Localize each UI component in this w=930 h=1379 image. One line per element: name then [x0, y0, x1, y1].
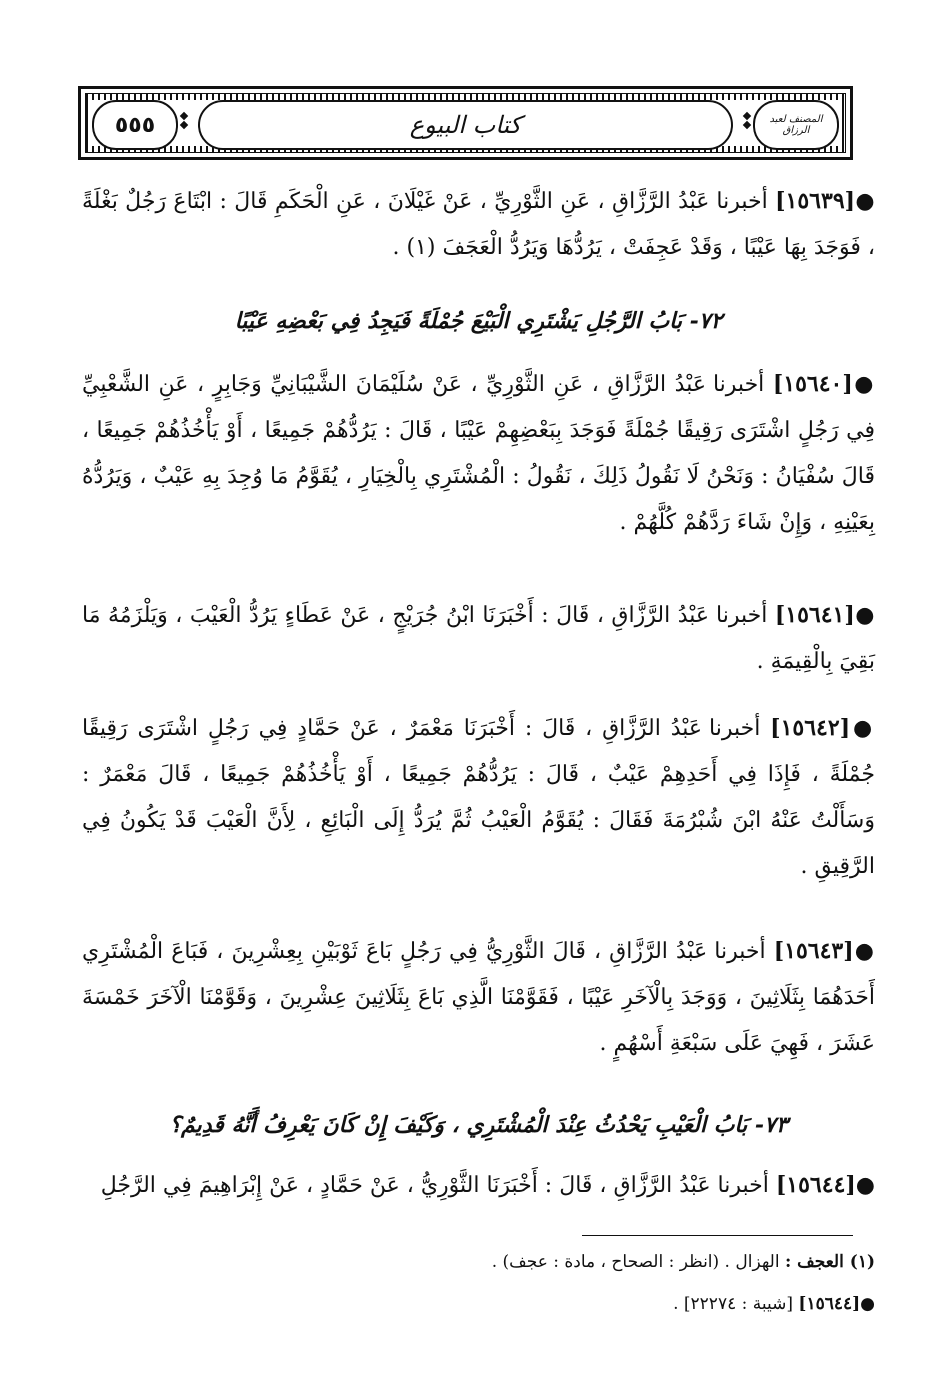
ornament-icon [179, 110, 189, 136]
footnote-text: [شيبة : ٢٢٢٧٤] . [673, 1294, 793, 1314]
chapter-heading: ٧٣- بَابُ الْعَيْبِ يَحْدُثُ عِنْدَ الْمُشْتَرِي ، وَكَيْفَ إِنْ كَانَ يَعْرِفُ أَنَّهُ قَدِيمٌ؟ [169, 1112, 788, 1138]
footnote-label: ●[١٥٦٤٤] [798, 1294, 875, 1314]
hadith-paragraph [82, 1162, 875, 1209]
chapter-heading: ٧٢- بَابُ الرَّجُلِ يَشْتَرِي الْبَيْعَ جُمْلَةً فَيَجِدُ فِي بَعْضِهِ عَيْبًا [234, 308, 723, 334]
page-number-cartouche [92, 100, 178, 150]
hadith-number: ●[١٥٦٤٣] [773, 938, 875, 964]
hadith-text: أخبرنا عَبْدُ الرَّزَّاقِ ، قَالَ الثَّوْرِيُّ فِي رَجُلٍ بَاعَ ثَوْبَيْنِ بِعِشْرِينَ ، فَبَاعَ الْمُشْتَرِي أَحَدَهُمَا بِثَلَاثِينَ ، وَوَجَدَ بِالْآخَرِ عَيْبًا ، فَقَوَّمْنَا الَّذِي بَاعَ بِثَلَاثِينَ عِشْرِينَ ، وَقَوَّمْنَا الْآخَرَ خَمْسَةَ عَشَرَ ، فَهِيَ عَلَى سَبْعَةِ أَسْهُمٍ . [82, 939, 875, 1056]
hadith-text: أخبرنا عَبْدُ الرَّزَّاقِ ، قَالَ : أَخْبَرَنَا ابْنُ جُرَيْجٍ ، عَنْ عَطَاءٍ يَرُدُّ الْعَيْبَ ، وَيَلْزَمُهُ مَا بَقِيَ بِالْقِيمَةِ . [82, 603, 875, 674]
book-title: كتاب البيوع [409, 111, 522, 139]
hadith-number: ●[١٥٦٤٤] [775, 1172, 875, 1198]
hadith-paragraph [82, 592, 875, 685]
hadith-text: أخبرنا عَبْدُ الرَّزَّاقِ ، قَالَ : أَخْبَرَنَا الثَّوْرِيُّ ، عَنْ حَمَّادٍ ، عَنْ إِبْرَاهِيمَ فِي الرَّجُلِ [100, 1173, 769, 1198]
hadith-text: أخبرنا عَبْدُ الرَّزَّاقِ ، عَنِ الثَّوْرِيِّ ، عَنْ غَيْلَانَ ، عَنِ الْحَكَمِ قَالَ : ابْتَاعَ رَجُلٌ بَغْلَةً ، فَوَجَدَ بِهَا عَيْبًا ، وَقَدْ عَجِفَتْ ، يَرُدُّهَا وَيَرُدُّ الْعَجَفَ (١) . [82, 189, 875, 260]
hadith-text: أخبرنا عَبْدُ الرَّزَّاقِ ، عَنِ الثَّوْرِيِّ ، عَنْ سُلَيْمَانَ الشَّيْبَانِيِّ وَجَابِرٍ ، عَنِ الشَّعْبِيِّ فِي رَجُلٍ اشْتَرَى رَقِيقًا جُمْلَةً فَوَجَدَ بِبَعْضِهِمْ عَيْبًا ، قَالَ : يَرُدُّهُمْ جَمِيعًا ، أَوْ يَأْخُذُهُمْ جَمِيعًا ، قَالَ سُفْيَانُ : وَنَحْنُ لَا نَقُولُ ذَلِكَ ، نَقُولُ : الْمُشْتَرِي بِالْخِيَارِ ، يُقَوَّمُ مَا وُجِدَ بِهِ عَيْبٌ ، وَيَرُدُّهُ بِعَيْنِهِ ، وَإِنْ شَاءَ رَدَّهُمْ كُلَّهُمْ . [82, 372, 875, 535]
hadith-number: ●[١٥٦٤١] [774, 602, 875, 628]
footnote [82, 1294, 875, 1314]
hadith-text: أخبرنا عَبْدُ الرَّزَّاقِ ، قَالَ : أَخْبَرَنَا مَعْمَرٌ ، عَنْ حَمَّادٍ فِي رَجُلٍ اشْتَرَى رَقِيقًا جُمْلَةً ، فَإِذَا فِي أَحَدِهِمْ عَيْبٌ ، قَالَ : يَرُدُّهُمْ جَمِيعًا ، أَوْ يَأْخُذُهُمْ جَمِيعًا ، قَالَ مَعْمَرٌ : وَسَأَلْتُ عَنْهُ ابْنَ شُبْرُمَةَ فَقَالَ : يُقَوَّمُ الْعَيْبُ ثُمَّ يُرَدُّ إِلَى الْبَائِعِ ، لِأَنَّ الْعَيْبَ قَدْ يَكُونُ فِي الرَّقِيقِ . [82, 716, 875, 879]
hadith-number: ●[١٥٦٤٠] [772, 371, 876, 397]
page-number: ٥٥٥ [114, 112, 156, 138]
hadith-paragraph [82, 178, 875, 271]
hadith-paragraph [82, 705, 875, 890]
hadith-number: ●[١٥٦٣٩] [775, 188, 875, 214]
footnote-label: (١) العجف : [784, 1252, 875, 1272]
footnote-divider [582, 1235, 853, 1236]
logo: المصنف لعبد الرزاق [769, 114, 823, 136]
title-cartouche [198, 100, 733, 150]
logo-cartouche [753, 100, 839, 150]
ornament-icon [742, 110, 752, 136]
page-header [78, 86, 853, 160]
footnote-text: الهزال . (انظر : الصحاح ، مادة : عجف) . [491, 1252, 780, 1272]
hadith-paragraph [82, 361, 875, 546]
footnote [82, 1252, 875, 1272]
hadith-number: ●[١٥٦٤٢] [770, 715, 875, 741]
hadith-paragraph [82, 928, 875, 1067]
